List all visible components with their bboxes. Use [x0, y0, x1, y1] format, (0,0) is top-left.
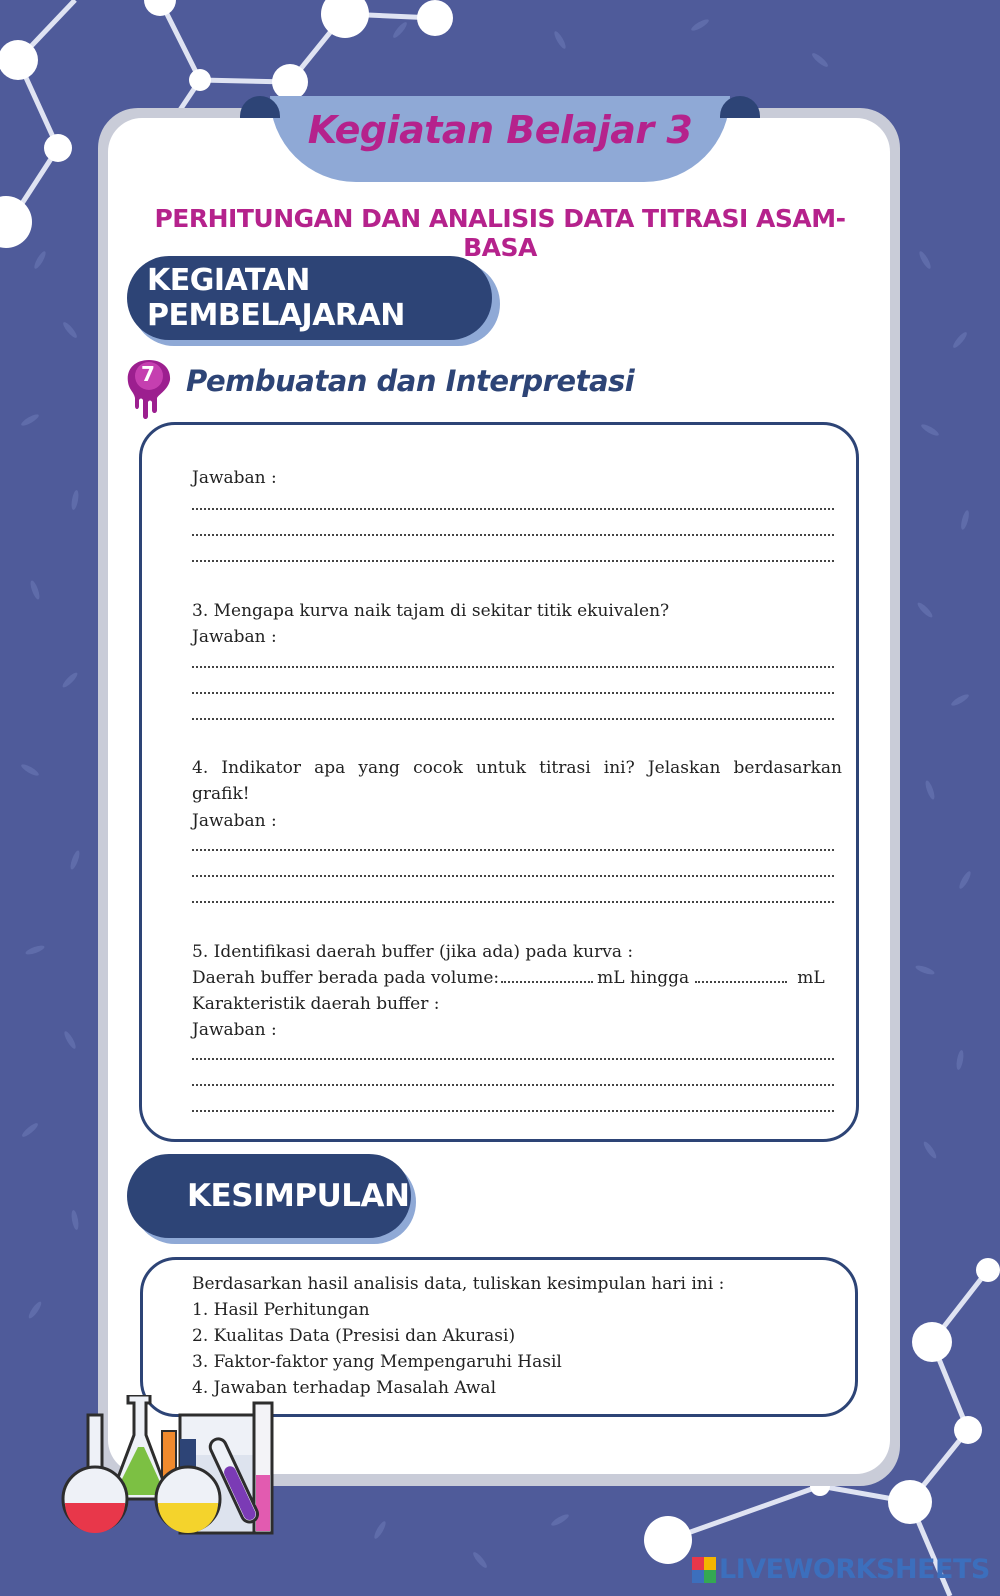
answer-line[interactable]: [192, 718, 834, 720]
answer-line[interactable]: [192, 1110, 834, 1112]
answer-line[interactable]: [192, 901, 834, 903]
answer-line[interactable]: [192, 534, 834, 536]
page-subtitle: PERHITUNGAN DAN ANALISIS DATA TITRASI ASAM-BASA: [154, 204, 846, 262]
page-title: Kegiatan Belajar 3: [307, 108, 693, 152]
conclusion-item: 1. Hasil Perhitungan: [192, 1300, 370, 1320]
step-number: 7: [141, 362, 155, 386]
question-5: 5. Identifikasi daerah buffer (jika ada) pada kurva :: [192, 942, 634, 962]
liveworksheets-logo: [692, 1554, 990, 1585]
buffer-end-blank[interactable]: [695, 969, 787, 983]
answer-line[interactable]: [192, 875, 834, 877]
lab-glassware-illustration: [58, 1395, 298, 1555]
question-4-line2: grafik!: [192, 784, 250, 804]
answer-line[interactable]: [192, 1058, 834, 1060]
question-4-line1: 4. Indikator apa yang cocok untuk titrasi ini? Jelaskan berdasarkan: [192, 758, 842, 778]
buffer-volume-line: [192, 968, 825, 988]
answer-line[interactable]: [192, 560, 834, 562]
liveworksheets-icon: [692, 1557, 716, 1583]
section-heading: Pembuatan dan Interpretasi: [186, 364, 635, 398]
answer-line[interactable]: [192, 849, 834, 851]
answer-line[interactable]: [192, 508, 834, 510]
section-label-kesimpulan: KESIMPULAN: [127, 1154, 411, 1238]
answer-line[interactable]: [192, 692, 834, 694]
conclusion-item: 4. Jawaban terhadap Masalah Awal: [192, 1378, 496, 1398]
buffer-prefix: Daerah buffer berada pada volume:: [192, 968, 500, 988]
answer-label: Jawaban :: [192, 811, 277, 831]
answer-line[interactable]: [192, 666, 834, 668]
conclusion-intro: Berdasarkan hasil analisis data, tuliskan kesimpulan hari ini :: [192, 1274, 725, 1294]
liveworksheets-brand: LIVEWORKSHEETS: [719, 1554, 990, 1585]
buffer-mid: mL hingga: [597, 968, 690, 988]
conclusion-item: 2. Kualitas Data (Presisi dan Akurasi): [192, 1326, 516, 1346]
answer-label: Jawaban :: [192, 1020, 277, 1040]
buffer-suffix: mL: [797, 968, 825, 988]
answer-line[interactable]: [192, 1084, 834, 1086]
buffer-characteristic-label: Karakteristik daerah buffer :: [192, 994, 440, 1014]
answer-label: Jawaban :: [192, 627, 277, 647]
buffer-start-blank[interactable]: [501, 969, 593, 983]
question-3: 3. Mengapa kurva naik tajam di sekitar titik ekuivalen?: [192, 601, 670, 621]
conclusion-item: 3. Faktor-faktor yang Mempengaruhi Hasil: [192, 1352, 562, 1372]
section-label-kegiatan: KEGIATAN PEMBELAJARAN: [127, 256, 492, 340]
answer-label: Jawaban :: [192, 468, 277, 488]
